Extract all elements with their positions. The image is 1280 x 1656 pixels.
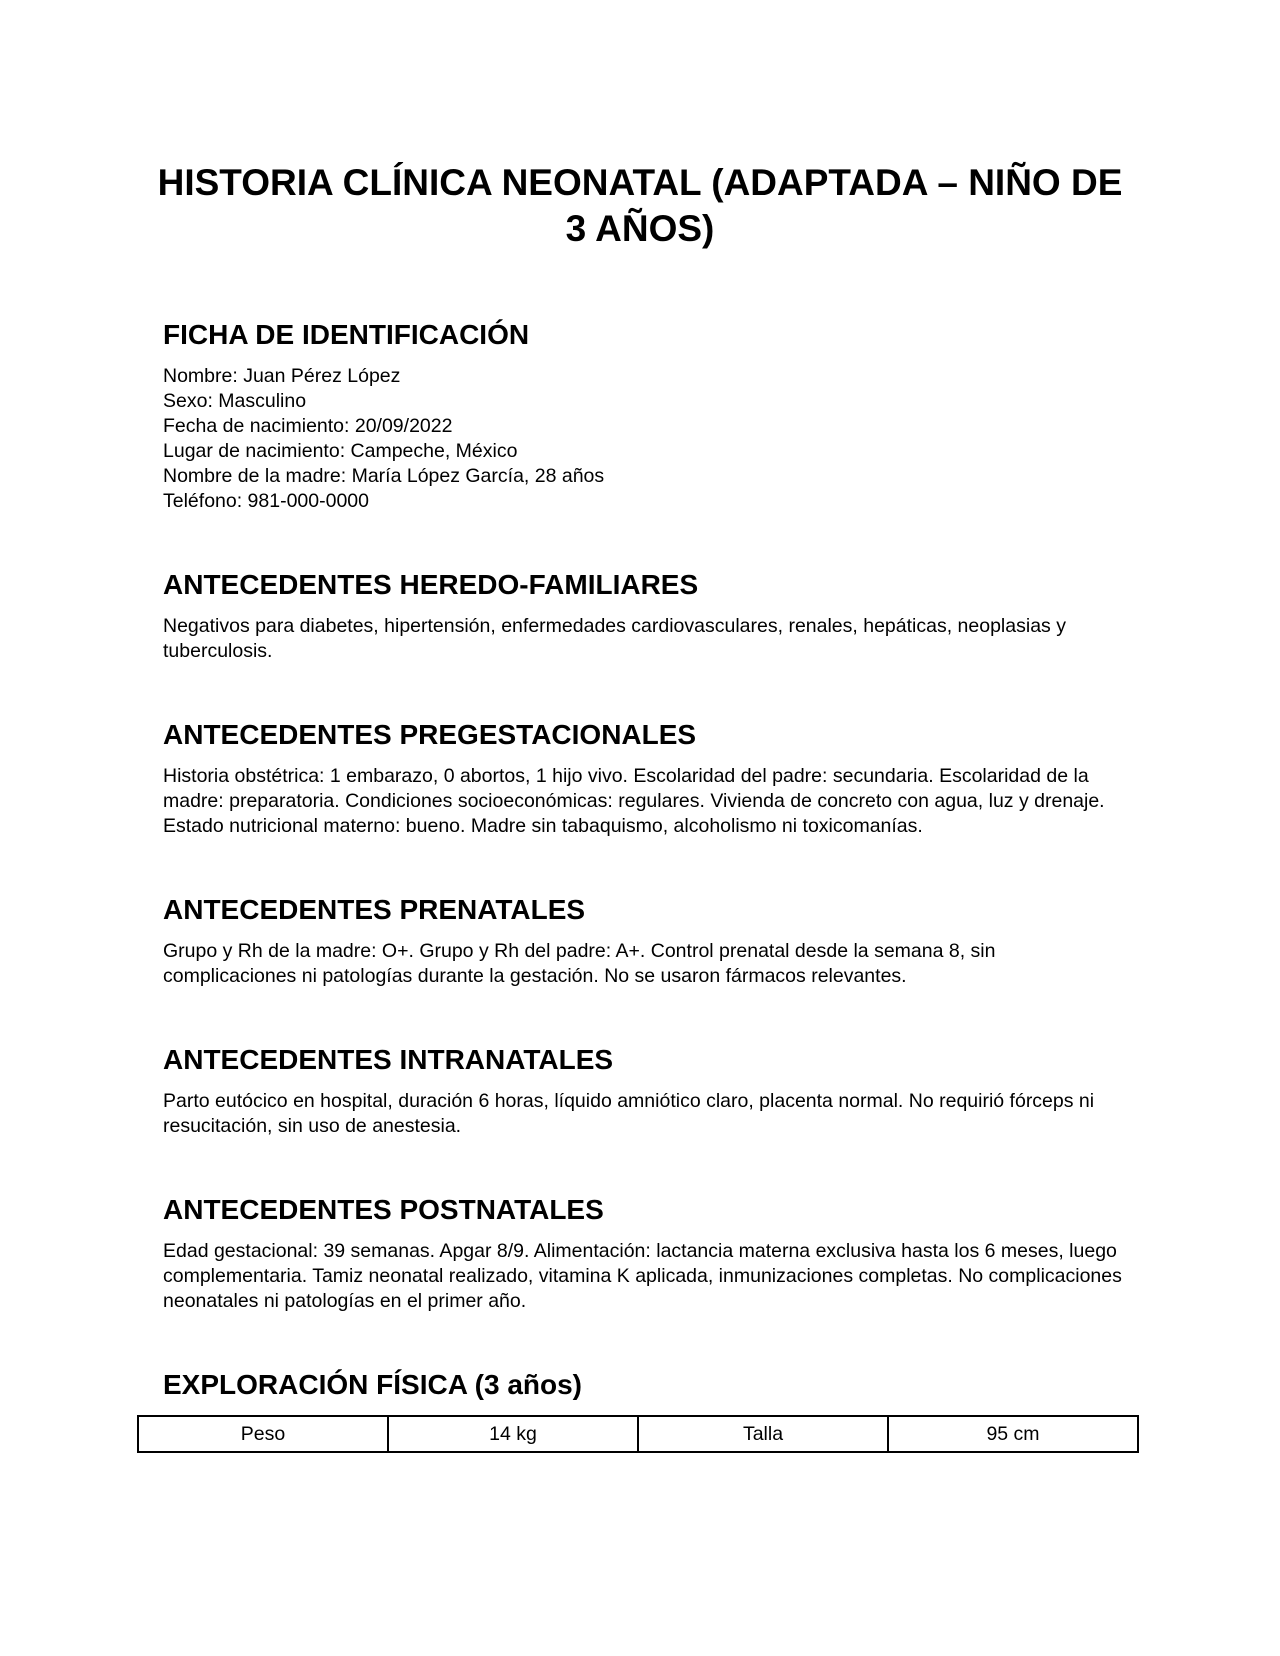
document-title: HISTORIA CLÍNICA NEONATAL (ADAPTADA – NIÑO DE 3 AÑOS) [157, 162, 1123, 249]
field-lugar-nacimiento: Lugar de nacimiento: Campeche, México [163, 440, 518, 462]
field-telefono: Teléfono: 981-000-0000 [163, 490, 369, 512]
section-prenatales [163, 893, 1123, 989]
section-heading: ANTECEDENTES HEREDO-FAMILIARES [163, 569, 699, 600]
section-heading: FICHA DE IDENTIFICACIÓN [163, 319, 530, 350]
section-heading: EXPLORACIÓN FÍSICA (3 años) [163, 1369, 583, 1400]
table-cell-peso-value: 14 kg [388, 1416, 638, 1452]
section-heading: ANTECEDENTES PREGESTACIONALES [163, 719, 697, 750]
table-cell-peso-label: Peso [138, 1416, 388, 1452]
field-nombre-madre: Nombre de la madre: María López García, 28 años [163, 465, 605, 487]
section-text: Grupo y Rh de la madre: O+. Grupo y Rh del padre: A+. Control prenatal desde la semana 8, sin complicaciones ni patologías durante la gestación. No se usaron fármacos relevantes. [163, 940, 996, 987]
section-text: Parto eutócico en hospital, duración 6 horas, líquido amniótico claro, placenta normal. No requirió fórceps ni resucitación, sin uso de anestesia. [163, 1090, 1095, 1137]
section-postnatales [163, 1193, 1123, 1314]
table-cell-talla-value: 95 cm [888, 1416, 1138, 1452]
section-pregestacionales [163, 718, 1123, 839]
section-heredo-familiares [163, 568, 1123, 664]
section-heading: ANTECEDENTES INTRANATALES [163, 1044, 614, 1075]
exploracion-table [137, 1415, 1139, 1453]
table-cell-talla-label: Talla [638, 1416, 888, 1452]
field-sexo: Sexo: Masculino [163, 390, 307, 412]
section-text: Historia obstétrica: 1 embarazo, 0 abortos, 1 hijo vivo. Escolaridad del padre: secundaria. Escolaridad de la madre: preparatoria. Condiciones socioeconómicas: regulares. Vivienda de concreto con agua, luz y drenaje. Estado nutricional materno: bueno. Madre sin tabaquismo, alcoholismo ni toxicomanías. [163, 765, 1105, 837]
section-intranatales [163, 1043, 1123, 1139]
field-nombre: Nombre: Juan Pérez López [163, 365, 401, 387]
field-fecha-nacimiento: Fecha de nacimiento: 20/09/2022 [163, 415, 453, 437]
section-ficha-identificacion [163, 318, 1123, 514]
table-row [138, 1416, 1138, 1452]
section-heading: ANTECEDENTES PRENATALES [163, 894, 586, 925]
section-heading: ANTECEDENTES POSTNATALES [163, 1194, 604, 1225]
section-exploracion-fisica [163, 1368, 1123, 1414]
section-text: Edad gestacional: 39 semanas. Apgar 8/9. Alimentación: lactancia materna exclusiva hasta los 6 meses, luego complementaria. Tamiz neonatal realizado, vitamina K aplicada, inmunizaciones completas. No complicaciones neonatales ni patologías en el primer año. [163, 1240, 1122, 1312]
section-text: Negativos para diabetes, hipertensión, enfermedades cardiovasculares, renales, hepáticas, neoplasias y tuberculosis. [163, 615, 1066, 662]
